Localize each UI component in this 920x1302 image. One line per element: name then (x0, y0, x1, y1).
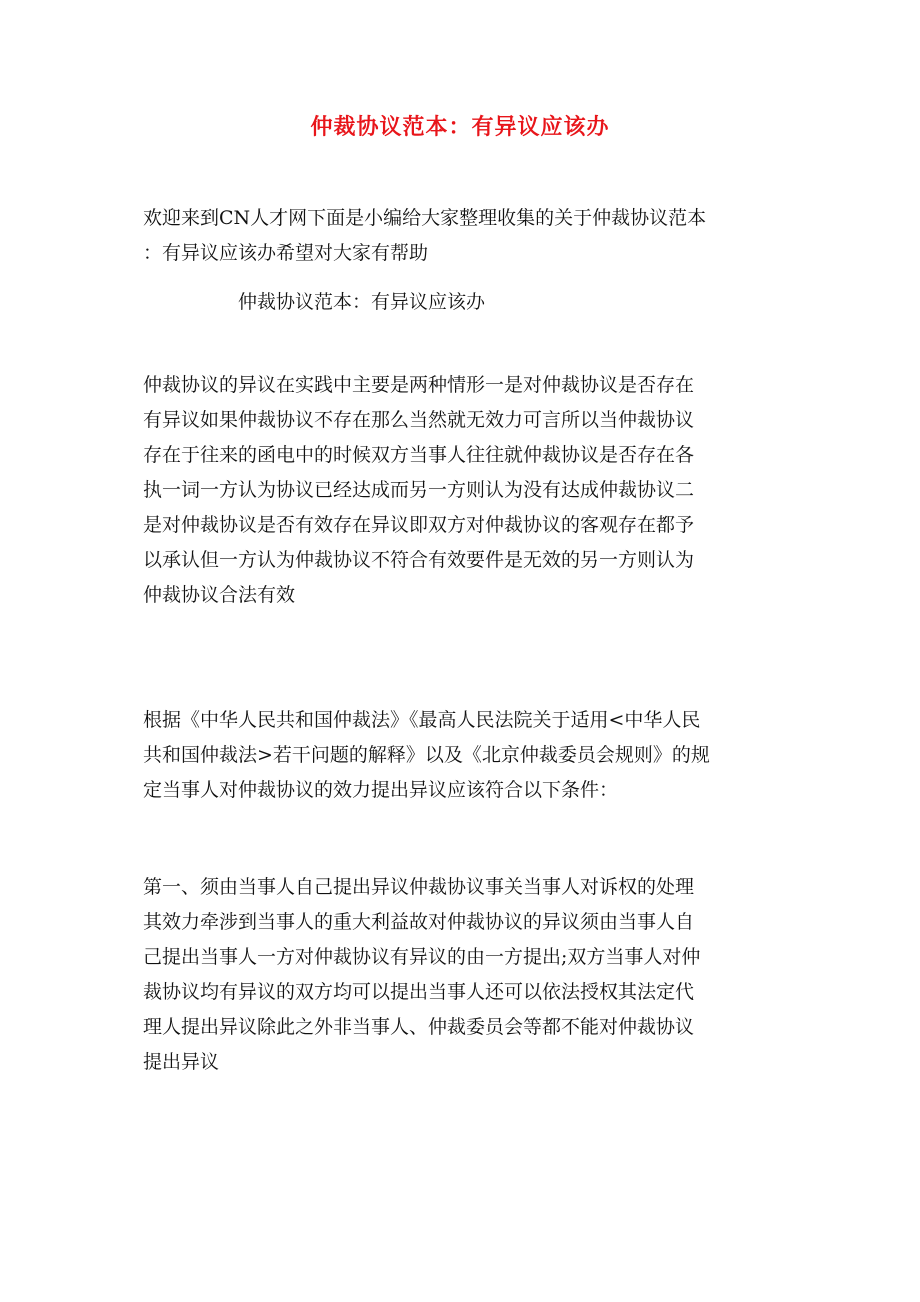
intro-line: ：有异议应该办希望对大家有帮助 (143, 242, 429, 264)
paragraph-line: 执一词一方认为协议已经达成而另一方则认为没有达成仲裁协议二 (143, 479, 695, 501)
paragraph-line: 是对仲裁协议是否有效存在异议即双方对仲裁协议的客观存在都予 (143, 514, 695, 536)
paragraph-line: 理人提出异议除此之外非当事人、仲裁委员会等都不能对仲裁协议 (143, 1016, 695, 1038)
body-paragraph-1 (143, 368, 783, 613)
subtitle-line: 仲裁协议范本：有异议应该办 (238, 291, 486, 313)
intro-line: 欢迎来到CN人才网下面是小编给大家整理收集的关于仲裁协议范本 (143, 207, 707, 229)
paragraph-line: 定当事人对仲裁协议的效力提出异议应该符合以下条件： (143, 779, 619, 801)
paragraph-line: 第一、须由当事人自己提出异议仲裁协议事关当事人对诉权的处理 (143, 876, 695, 898)
paragraph-line: 有异议如果仲裁协议不存在那么当然就无效力可言所以当仲裁协议 (143, 409, 695, 431)
paragraph-line: 己提出当事人一方对仲裁协议有异议的由一方提出;双方当事人对仲 (143, 946, 701, 968)
document-subtitle (238, 285, 738, 320)
paragraph-line: 根据《中华人民共和国仲裁法》《最高人民法院关于适用<中华人民 (143, 709, 701, 731)
paragraph-line: 共和国仲裁法>若干问题的解释》以及《北京仲裁委员会规则》的规 (143, 744, 710, 766)
body-paragraph-2 (143, 703, 783, 808)
paragraph-line: 仲裁协议的异议在实践中主要是两种情形一是对仲裁协议是否存在 (143, 374, 695, 396)
paragraph-line: 存在于往来的函电中的时候双方当事人往往就仲裁协议是否存在各 (143, 444, 695, 466)
paragraph-line: 以承认但一方认为仲裁协议不符合有效要件是无效的另一方则认为 (143, 549, 695, 571)
intro-paragraph (143, 201, 783, 271)
paragraph-line: 裁协议均有异议的双方均可以提出当事人还可以依法授权其法定代 (143, 981, 695, 1003)
body-paragraph-3 (143, 870, 783, 1080)
paragraph-line: 提出异议 (143, 1051, 220, 1073)
paragraph-line: 仲裁协议合法有效 (143, 584, 296, 606)
paragraph-line: 其效力牵涉到当事人的重大利益故对仲裁协议的异议须由当事人自 (143, 911, 695, 933)
document-title: 仲裁协议范本：有异议应该办 (310, 114, 610, 140)
